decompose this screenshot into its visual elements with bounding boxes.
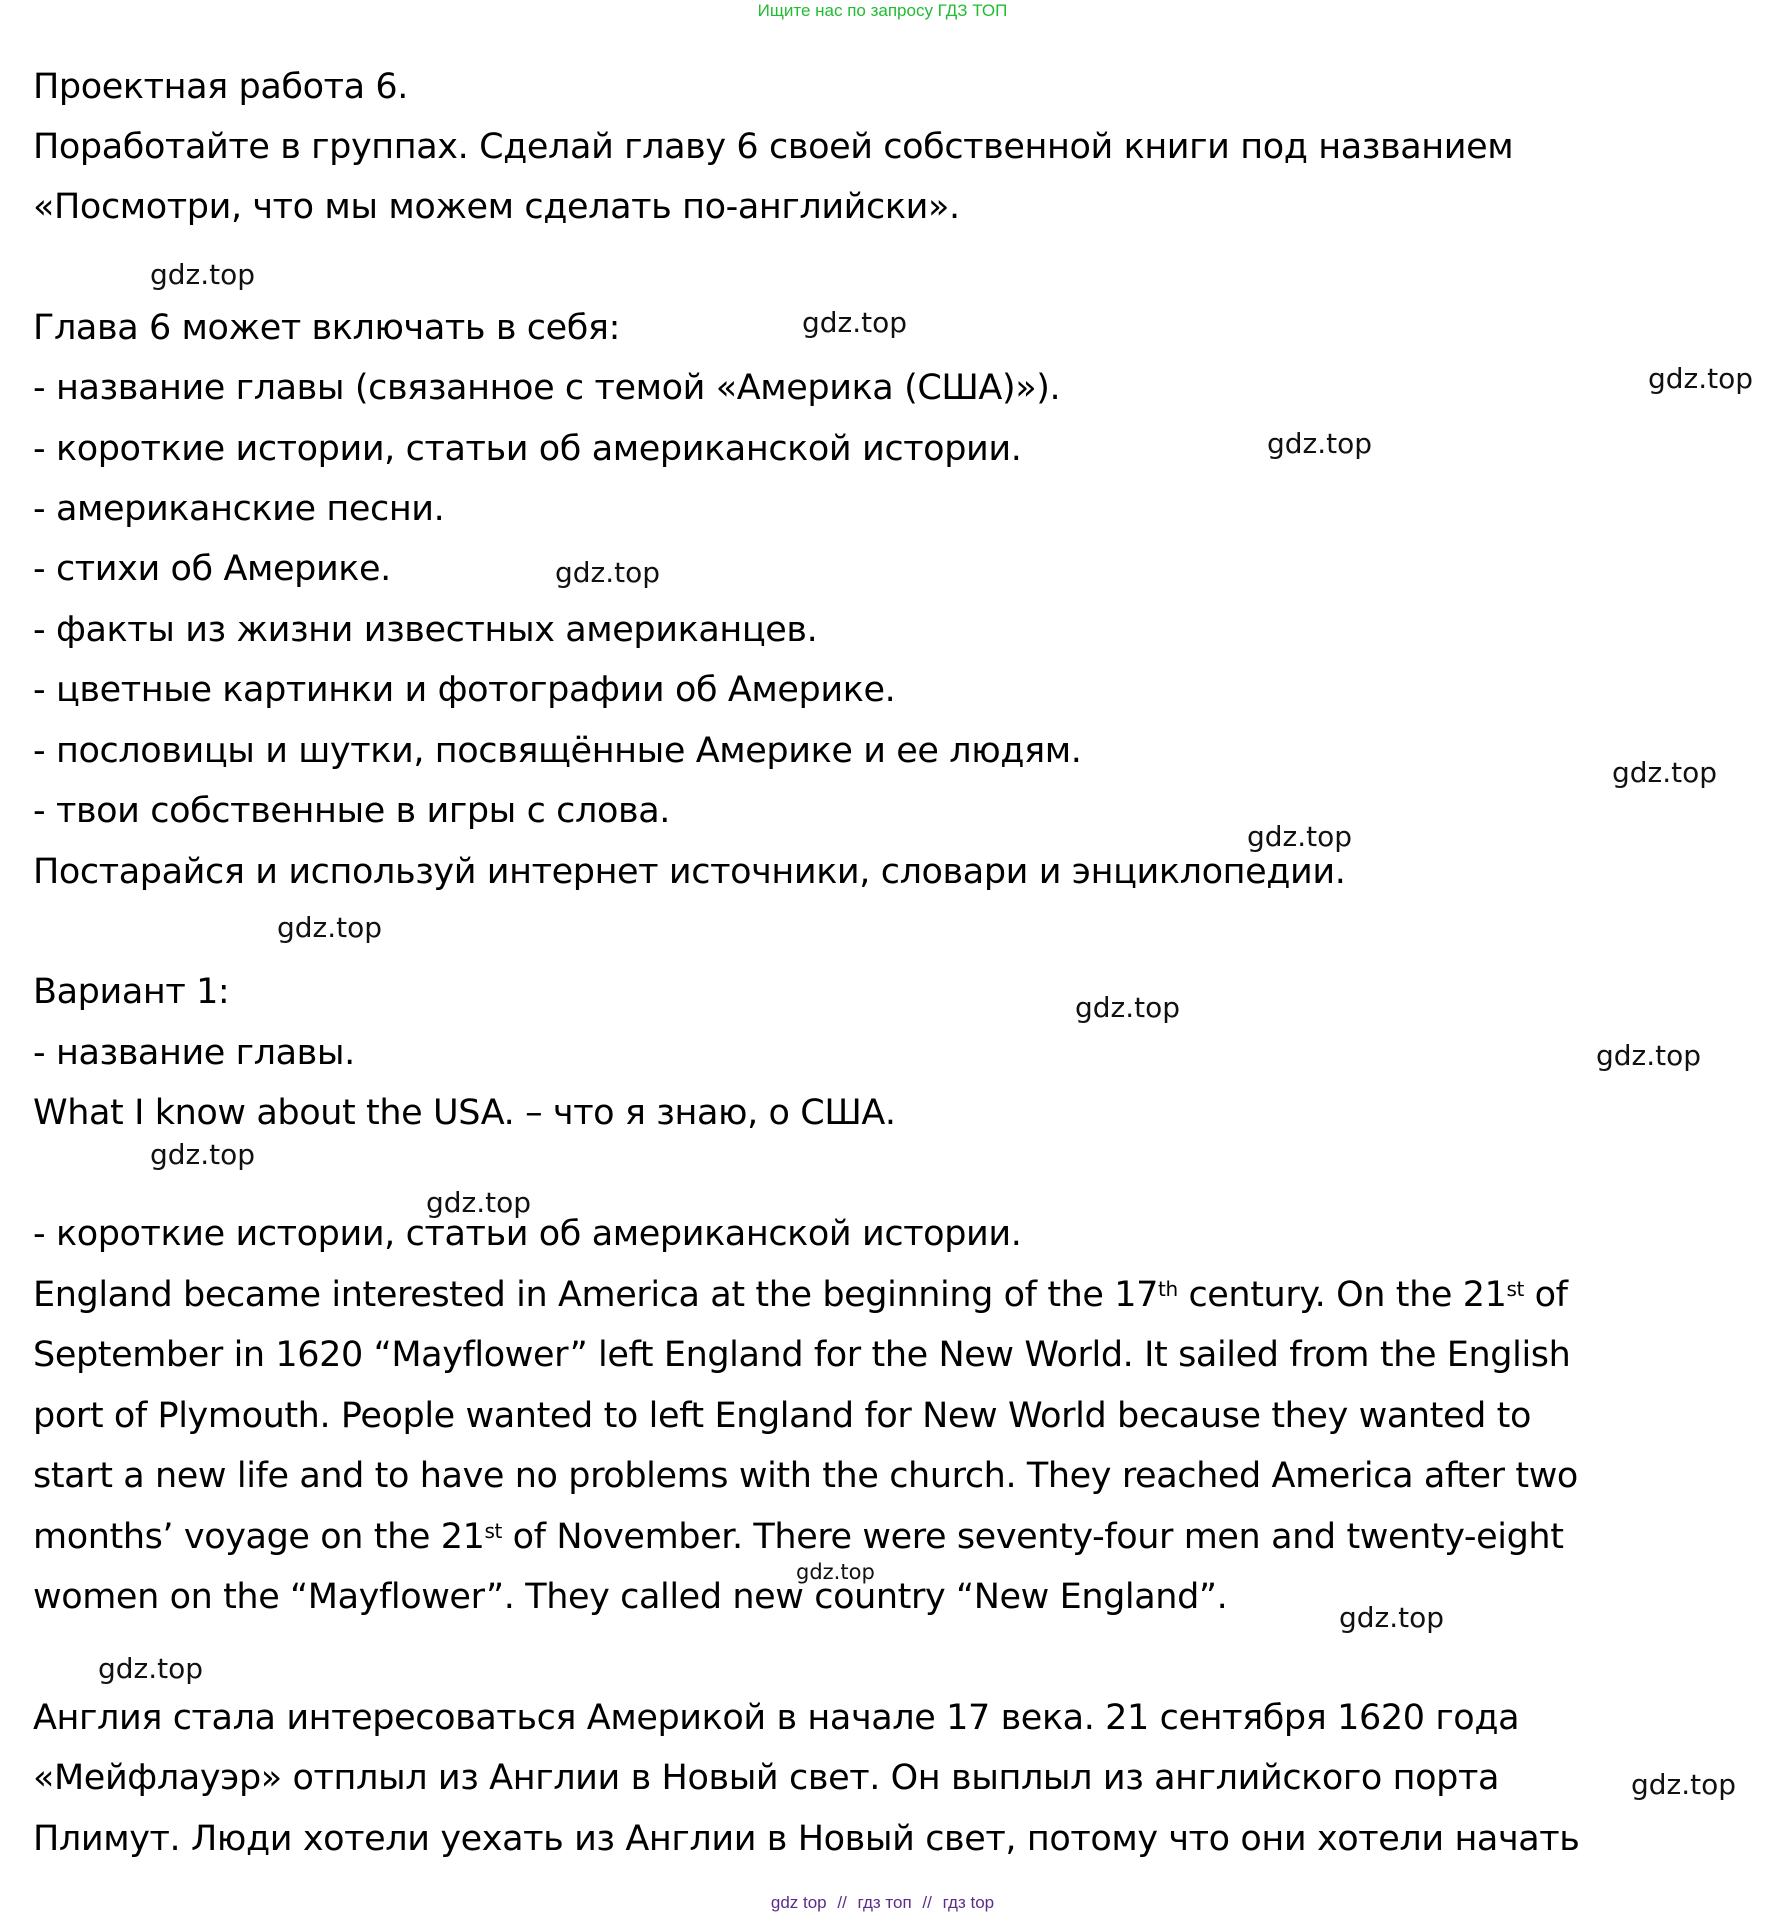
watermark: gdz.top bbox=[796, 1560, 875, 1584]
russian-line: Англия стала интересоваться Америкой в начале 17 века. 21 сентября 1620 года bbox=[33, 1698, 1520, 1738]
russian-line: Плимут. Люди хотели уехать из Англии в Новый свет, потому что они хотели начать bbox=[33, 1819, 1580, 1859]
watermark: gdz.top bbox=[1648, 362, 1754, 395]
list-item: - название главы. bbox=[33, 1033, 355, 1073]
list-item: - стихи об Америке. bbox=[33, 549, 391, 589]
text-span: months’ voyage on the 21 bbox=[33, 1517, 485, 1557]
watermark: gdz.top bbox=[1596, 1039, 1702, 1072]
watermark: gdz.top bbox=[98, 1652, 204, 1685]
superscript: st bbox=[484, 1519, 502, 1543]
text-line: Глава 6 может включать в себя: bbox=[33, 308, 620, 348]
watermark: gdz.top bbox=[1247, 820, 1353, 853]
watermark: gdz.top bbox=[1631, 1768, 1737, 1801]
watermark: gdz.top bbox=[555, 556, 661, 589]
list-item: - короткие истории, статьи об американской истории. bbox=[33, 1214, 1022, 1254]
section-title: Вариант 1: bbox=[33, 972, 230, 1012]
watermark: gdz.top bbox=[802, 306, 908, 339]
english-line bbox=[33, 1515, 1564, 1559]
text-line: Проектная работа 6. bbox=[33, 67, 408, 107]
english-line: start a new life and to have no problems with the church. They reached America after two bbox=[33, 1456, 1578, 1496]
list-item: - короткие истории, статьи об американской истории. bbox=[33, 429, 1022, 469]
watermark: gdz.top bbox=[426, 1186, 532, 1219]
list-item: - название главы (связанное с темой «Америка (США)»). bbox=[33, 368, 1061, 408]
watermark: gdz.top bbox=[1612, 756, 1718, 789]
english-line: September in 1620 “Mayflower” left England for the New World. It sailed from the English bbox=[33, 1335, 1571, 1375]
list-item: - пословицы и шутки, посвящённые Америке и ее людям. bbox=[33, 731, 1082, 771]
english-line: women on the “Mayflower”. They called new country “New England”. bbox=[33, 1577, 1228, 1617]
text-line: Постарайся и используй интернет источники, словари и энциклопедии. bbox=[33, 852, 1346, 892]
watermark: gdz.top bbox=[150, 1138, 256, 1171]
watermark: gdz.top bbox=[1267, 427, 1373, 460]
text-line: What I know about the USA. – что я знаю, о США. bbox=[33, 1093, 896, 1133]
russian-line: «Мейфлауэр» отплыл из Англии в Новый свет. Он выплыл из английского порта bbox=[33, 1758, 1499, 1798]
text-line: Поработайте в группах. Сделай главу 6 своей собственной книги под названием bbox=[33, 127, 1514, 167]
list-item: - американские песни. bbox=[33, 489, 445, 529]
watermark: gdz.top bbox=[277, 911, 383, 944]
superscript: th bbox=[1158, 1277, 1178, 1301]
footer-link[interactable]: гдз top bbox=[942, 1893, 995, 1912]
watermark: gdz.top bbox=[1339, 1601, 1445, 1634]
footer-separator: // bbox=[837, 1893, 847, 1912]
list-item: - факты из жизни известных американцев. bbox=[33, 610, 818, 650]
english-line bbox=[33, 1273, 1568, 1317]
footer-link[interactable]: gdz top bbox=[770, 1893, 827, 1912]
watermark: gdz.top bbox=[1075, 991, 1181, 1024]
text-span: England became interested in America at the beginning of the 17 bbox=[33, 1275, 1159, 1315]
footer-separator: // bbox=[922, 1893, 932, 1912]
english-line: port of Plymouth. People wanted to left England for New World because they wanted to bbox=[33, 1396, 1531, 1436]
text-span: of November. There were seventy-four men and twenty-eight bbox=[501, 1517, 1564, 1557]
text-span: of bbox=[1523, 1275, 1568, 1315]
list-item: - твои собственные в игры с слова. bbox=[33, 791, 671, 831]
footer bbox=[0, 1893, 1765, 1913]
text-span: century. On the 21 bbox=[1177, 1275, 1507, 1315]
watermark: gdz.top bbox=[150, 258, 256, 291]
footer-link[interactable]: гдз топ bbox=[857, 1893, 912, 1912]
top-banner: Ищите нас по запросу ГДЗ ТОП bbox=[757, 1, 1008, 20]
superscript: st bbox=[1506, 1277, 1524, 1301]
list-item: - цветные картинки и фотографии об Америке. bbox=[33, 670, 896, 710]
text-line: «Посмотри, что мы можем сделать по-английски». bbox=[33, 187, 960, 227]
